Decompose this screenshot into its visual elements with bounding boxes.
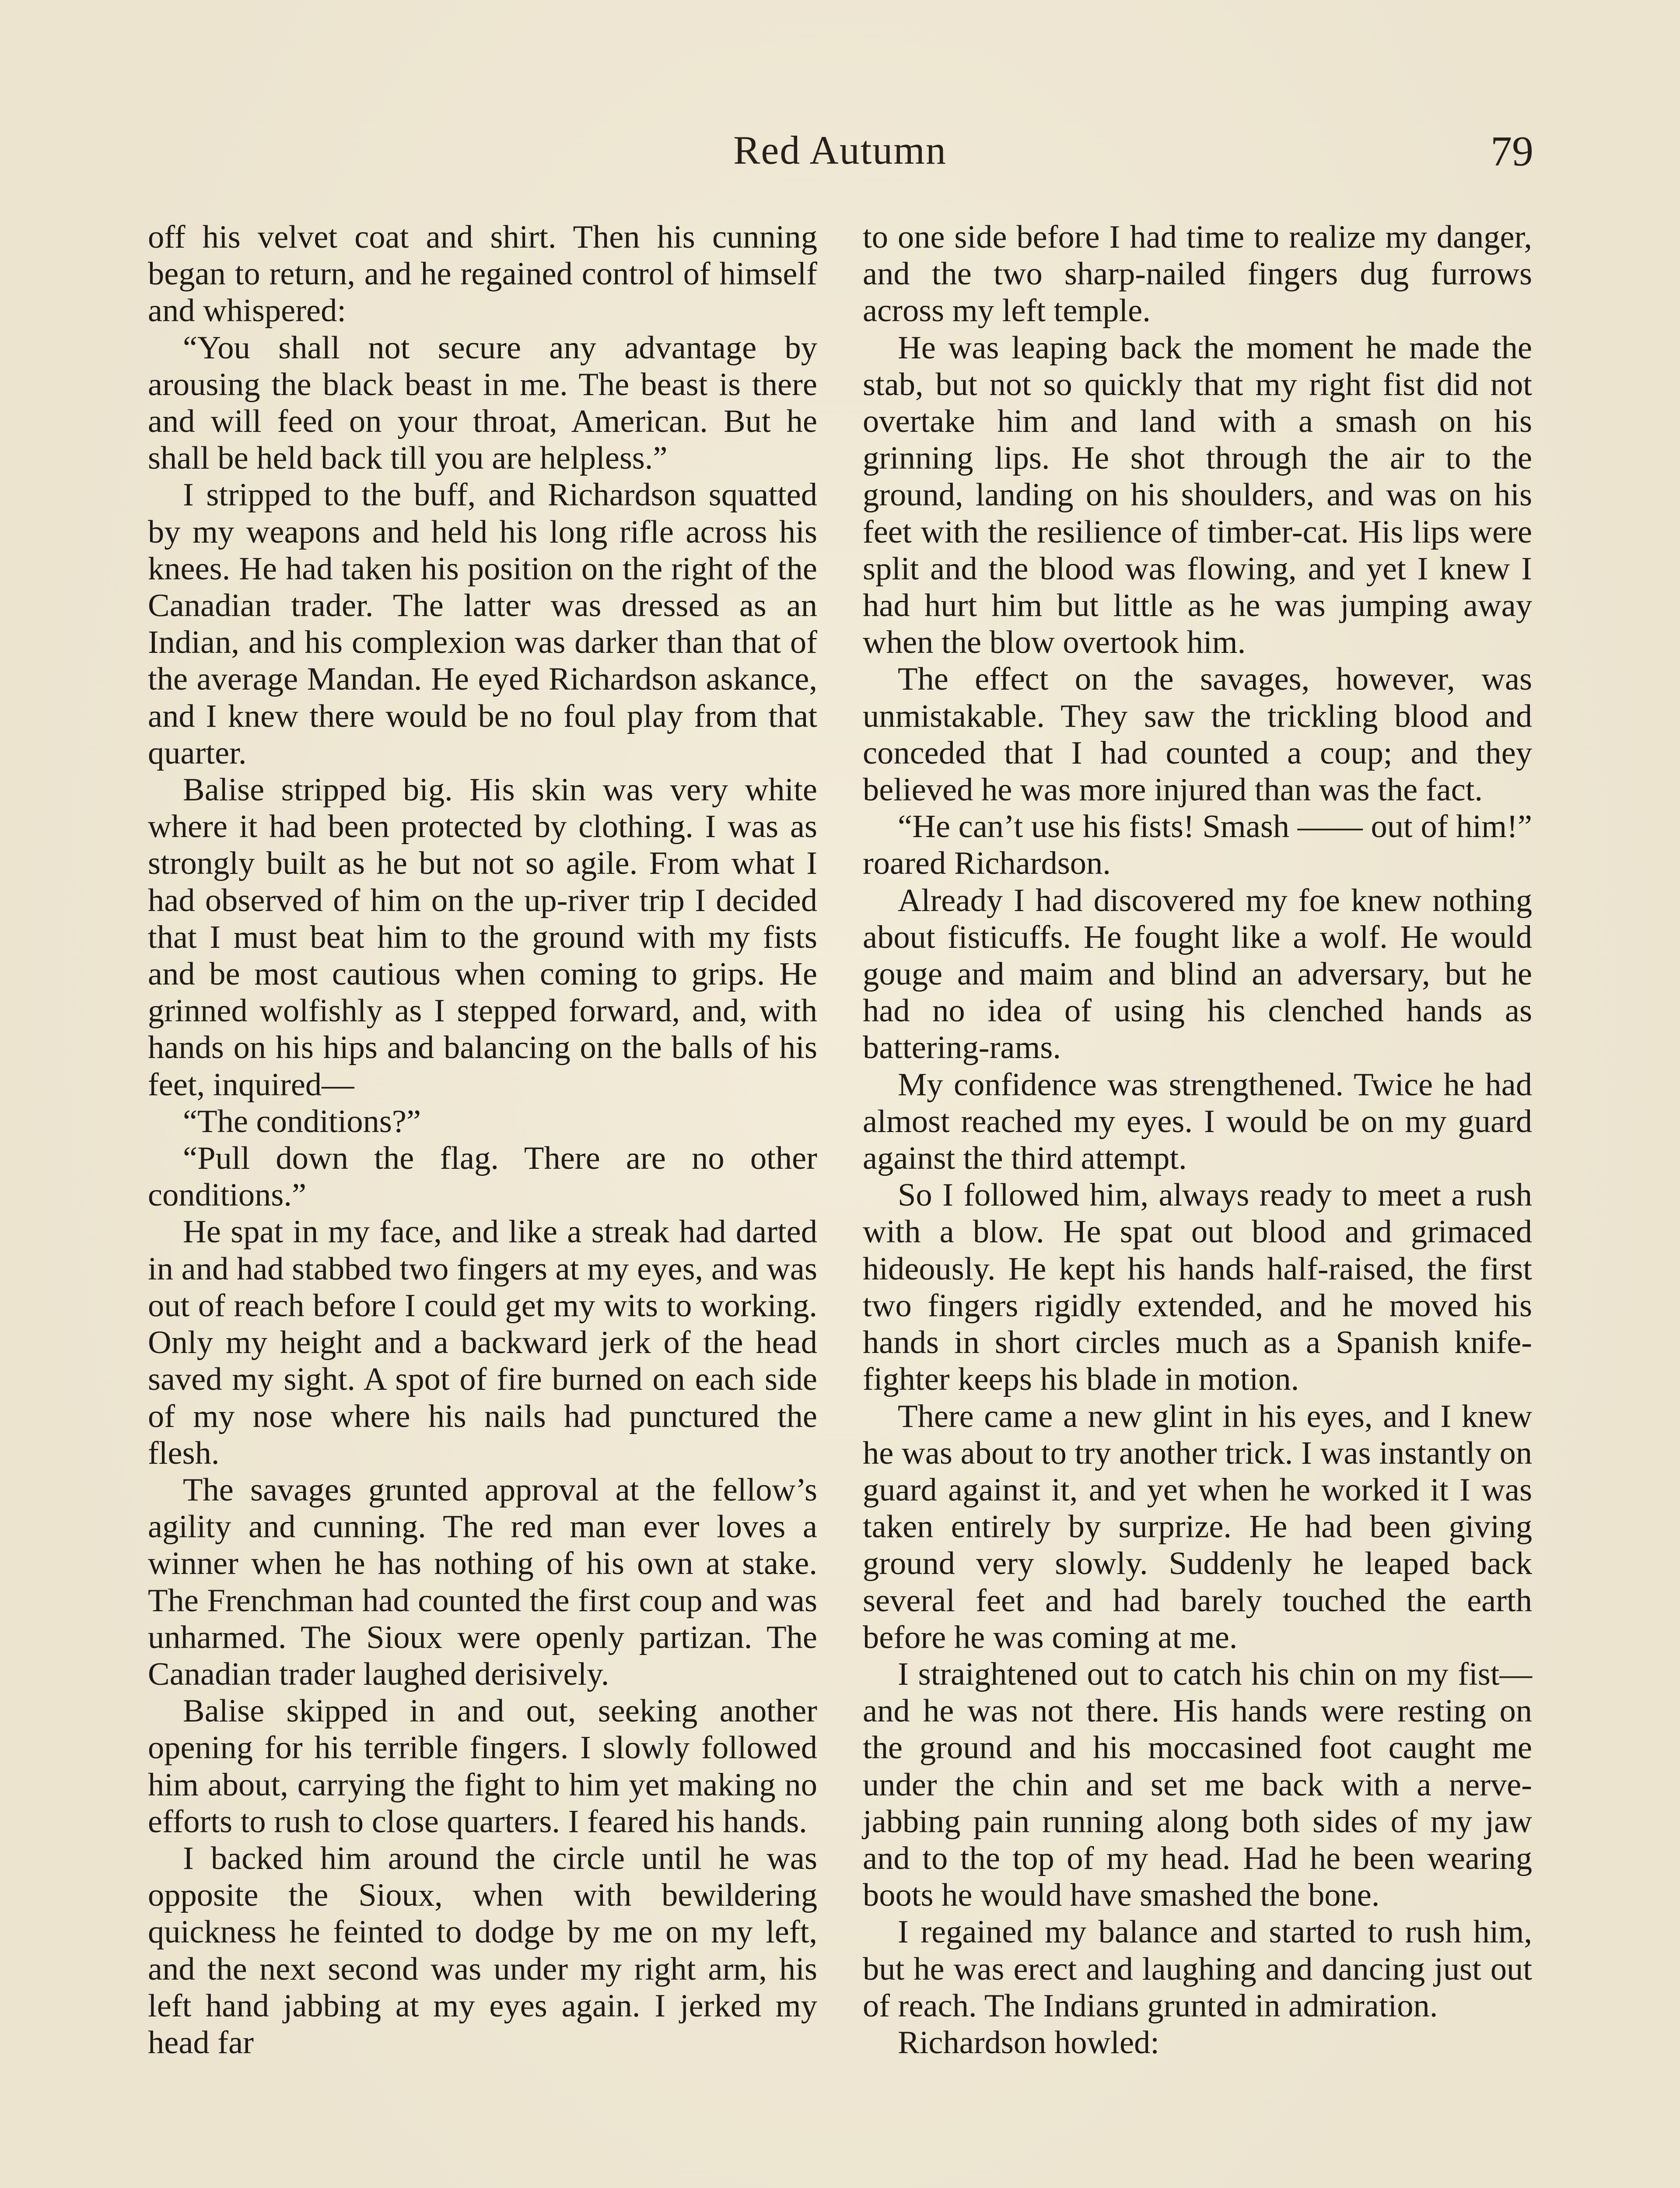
paragraph: “You shall not secure any advantage by arousing the black beast in me. The beast is there and will feed on your throat, American. But he shall be held back till you are helpless.” (148, 330, 817, 477)
paragraph: He spat in my face, and like a streak had darted in and had stabbed two fingers at my eyes, and was out of reach before I could get my wits to working. Only my height and a backward jerk of the head saved my sight. A spot of fire burned on each side of my nose where his nails had punctured the flesh. (148, 1214, 817, 1471)
paragraph: “The conditions?” (183, 1103, 421, 1140)
paragraph: “He can’t use his fists! Smash —— out of him!” roared Richardson. (863, 809, 1532, 882)
paragraph: “Pull down the flag. There are no other conditions.” (148, 1140, 817, 1213)
paragraph: The savages grunted approval at the fellow’s agility and cunning. The red man ever loves a winner when he has nothing of his own at stake. The Frenchman had counted the first coup and was unharmed. The Sioux were openly partizan. The Canadian trader laughed derisively. (148, 1472, 817, 1692)
paragraph: I backed him around the circle until he was opposite the Sioux, when with bewildering quickness he feinted to dodge by me on my left, and the next second was under my right arm, his left hand jabbing at my eyes again. I jerked my head far (148, 1840, 817, 2061)
running-head (0, 127, 1680, 188)
left-column (148, 219, 817, 2061)
paragraph: Richardson howled: (898, 2024, 1159, 2061)
paragraph: off his velvet coat and shirt. Then his cunning began to return, and he regained control of himself and whispered: (148, 219, 817, 329)
paragraph: He was leaping back the moment he made the stab, but not so quickly that my right fist did not overtake him and land with a smash on his grinning lips. He shot through the air to the ground, landing on his shoulders, and was on his feet with the resilience of timber-cat. His lips were split and the blood was flowing, and yet I knew I had hurt him but little as he was jumping away when the blow overtook him. (863, 330, 1532, 661)
paragraph: Already I had discovered my foe knew nothing about fisticuffs. He fought like a wolf. He would gouge and maim and blind an adversary, but he had no idea of using his clenched hands as battering-rams. (863, 882, 1532, 1066)
right-column (863, 219, 1532, 2061)
paragraph: I stripped to the buff, and Richardson squatted by my weapons and held his long rifle across his knees. He had taken his position on the right of the Canadian trader. The latter was dressed as an Indian, and his complexion was darker than that of the average Mandan. He eyed Richardson askance, and I knew there would be no foul play from that quarter. (148, 477, 817, 771)
paragraph: The effect on the savages, however, was unmistakable. They saw the trickling blood and conceded that I had counted a coup; and they believed he was more injured than was the fact. (863, 661, 1532, 808)
paragraph: Balise stripped big. His skin was very white where it had been protected by clothing. I was as strongly built as he but not so agile. From what I had observed of him on the up-river trip I decided that I must beat him to the ground with my fists and be most cautious when coming to grips. He grinned wolfishly as I stepped forward, and, with hands on his hips and balancing on the balls of his feet, inquired— (148, 772, 817, 1103)
paragraph: My confidence was strengthened. Twice he had almost reached my eyes. I would be on my guard against the third attempt. (863, 1066, 1532, 1177)
paragraph: to one side before I had time to realize my danger, and the two sharp-nailed fingers dug furrows across my left temple. (863, 219, 1532, 329)
paragraph: There came a new glint in his eyes, and I knew he was about to try another trick. I was instantly on guard against it, and yet when he worked it I was taken entirely by surprize. He had been giving ground very slowly. Suddenly he leaped back several feet and had barely touched the earth before he was coming at me. (863, 1398, 1532, 1655)
paragraph: So I followed him, always ready to meet a rush with a blow. He spat out blood and grimaced hideously. He kept his hands half-raised, the first two fingers rigidly extended, and he moved his hands in short circles much as a Spanish knife-fighter keeps his blade in motion. (863, 1177, 1532, 1398)
paragraph: Balise skipped in and out, seeking another opening for his terrible fingers. I slowly followed him about, carrying the fight to him yet making no efforts to rush to close quarters. I feared his hands. (148, 1693, 817, 1840)
running-title: Red Autumn (733, 128, 947, 172)
paragraph: I regained my balance and started to rush him, but he was erect and laughing and dancing just out of reach. The Indians grunted in admiration. (863, 1914, 1532, 2024)
paragraph: I straightened out to catch his chin on my fist—and he was not there. His hands were resting on the ground and his moccasined foot caught me under the chin and set me back with a nerve-jabbing pain running along both sides of my jaw and to the top of my head. Had he been wearing boots he would have smashed the bone. (863, 1656, 1532, 1914)
page-number: 79 (1491, 128, 1533, 175)
